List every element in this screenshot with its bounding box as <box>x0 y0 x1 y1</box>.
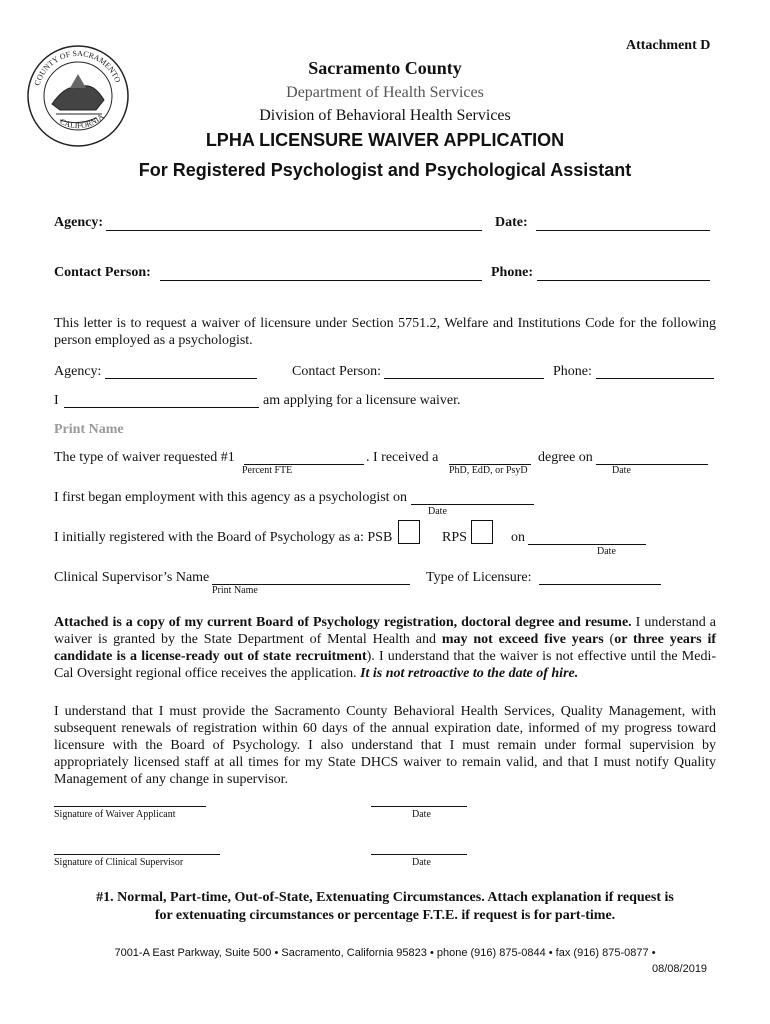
applicant-signature-line[interactable] <box>54 792 206 807</box>
print-name-label: Print Name <box>54 422 124 437</box>
form-phone-input[interactable] <box>596 364 714 379</box>
form-contact-label: Contact Person: <box>292 364 382 379</box>
phone-label: Phone: <box>491 265 533 280</box>
applying-text: am applying for a licensure waiver. <box>263 393 461 408</box>
footnote-line-1: #1. Normal, Part-time, Out-of-State, Extenuating Circumstances. Attach explanation if request is <box>96 890 674 905</box>
department-title: Department of Health Services <box>286 84 484 101</box>
clinical-supervisor-input[interactable] <box>212 570 410 585</box>
applicant-date-line[interactable] <box>371 792 467 807</box>
intro-paragraph: This letter is to request a waiver of licensure under Section 5751.2, Welfare and Institutions Code for the following person employed as a psychologist. <box>54 316 716 348</box>
supervisor-date-line[interactable] <box>371 840 467 855</box>
form-subtitle: For Registered Psychologist and Psychological Assistant <box>138 160 632 180</box>
footer-address: 7001-A East Parkway, Suite 500 • Sacramento, California 95823 • phone (916) 875-0844 • fax (916) 875-0877 • <box>114 947 656 959</box>
waiver-type-label: The type of waiver requested #1 <box>54 450 235 465</box>
form-agency-label: Agency: <box>54 364 102 379</box>
attached-text-1: I understand a waiver is granted by the State Department of Mental Health and <box>54 615 716 647</box>
registered-date-caption: Date <box>597 546 616 557</box>
attached-bold-1: Attached is a copy of my current Board of Psychology registration, doctoral degree and resume. <box>54 615 632 630</box>
applicant-signature-caption: Signature of Waiver Applicant <box>54 809 176 820</box>
attachment-label: Attachment D <box>626 38 711 53</box>
understand-paragraph: I understand that I must provide the Sacramento County Behavioral Health Services, Quality Management, with subsequent renewals of registration within 60 days of the annual expiration date, informed of my progress toward licensure with the Board of Psychology. I also understand that I must remain under formal supervision by appropriately licensed staff at all times for my State DHCS waiver to remain valid, and that I must notify Quality Management of any change in supervisor. <box>54 704 716 787</box>
i-label: I <box>54 393 59 408</box>
first-began-input[interactable] <box>411 490 534 505</box>
form-contact-input[interactable] <box>384 364 544 379</box>
first-began-label: I first began employment with this agency as a psychologist on <box>54 490 408 505</box>
date-label: Date: <box>495 215 528 230</box>
phone-input[interactable] <box>537 265 710 281</box>
footnote-line-2: for extenuating circumstances or percentage F.T.E. if request is for part-time. <box>154 908 616 923</box>
supervisor-print-name-caption: Print Name <box>212 585 258 596</box>
applicant-date-caption: Date <box>412 809 431 820</box>
degree-type-input[interactable] <box>449 450 531 465</box>
date-input[interactable] <box>536 215 710 231</box>
degree-types-caption: PhD, EdD, or PsyD <box>449 465 528 476</box>
revision-date: 08/08/2019 <box>652 963 708 975</box>
waiver-type-input[interactable] <box>244 450 364 465</box>
supervisor-signature-line[interactable] <box>54 840 220 855</box>
form-title: LPHA LICENSURE WAIVER APPLICATION <box>205 130 565 150</box>
type-of-licensure-label: Type of Licensure: <box>426 570 532 585</box>
type-of-licensure-input[interactable] <box>539 570 661 585</box>
on-label: on <box>511 530 525 545</box>
seal-bottom-text: CALIFORNIA <box>58 111 106 131</box>
attached-text-2: ( <box>603 632 615 647</box>
received-a-label: . I received a <box>366 450 439 465</box>
rps-label: RPS <box>442 530 467 545</box>
psb-checkbox[interactable] <box>398 520 420 544</box>
supervisor-date-caption: Date <box>412 857 431 868</box>
form-phone-label: Phone: <box>553 364 592 379</box>
attached-bold-3: or three years if candidate is a license-ready out of state recruitment <box>54 632 716 664</box>
rps-checkbox[interactable] <box>471 520 493 544</box>
county-title: Sacramento County <box>308 58 462 78</box>
clinical-supervisor-label: Clinical Supervisor’s Name <box>54 570 210 585</box>
contact-person-input[interactable] <box>160 265 482 281</box>
attached-paragraph <box>54 614 716 682</box>
degree-date-caption: Date <box>612 465 631 476</box>
division-title: Division of Behavioral Health Services <box>259 107 511 124</box>
applicant-name-input[interactable] <box>64 393 259 408</box>
percent-fte-caption: Percent FTE <box>242 465 293 476</box>
attached-text-3: ). I understand that the waiver is not effective until the Medi-Cal Oversight regional office receives the application. <box>54 649 716 681</box>
first-began-date-caption: Date <box>428 506 447 517</box>
attached-bold-2: may not exceed five years <box>441 632 604 647</box>
agency-label: Agency: <box>54 215 103 230</box>
supervisor-signature-caption: Signature of Clinical Supervisor <box>54 857 184 868</box>
degree-date-input[interactable] <box>596 450 708 465</box>
initially-registered-label: I initially registered with the Board of Psychology as a: PSB <box>54 530 393 545</box>
seal-top-text: COUNTY OF SACRAMENTO <box>32 48 123 87</box>
agency-input[interactable] <box>106 215 482 231</box>
degree-on-label: degree on <box>538 450 593 465</box>
form-agency-input[interactable] <box>105 364 257 379</box>
attached-bold-italic: It is not retroactive to the date of hire. <box>360 666 579 681</box>
contact-person-label: Contact Person: <box>54 265 151 280</box>
registered-date-input[interactable] <box>528 530 646 545</box>
